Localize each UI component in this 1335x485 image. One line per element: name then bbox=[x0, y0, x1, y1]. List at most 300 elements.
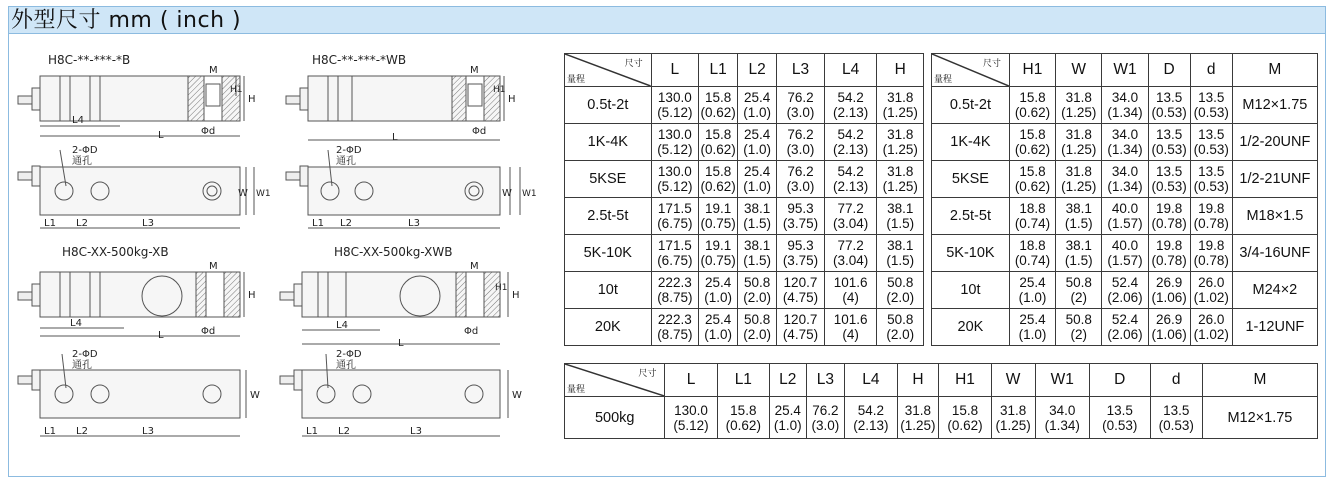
value-mm: 38.1 bbox=[887, 238, 914, 253]
value-mm: 25.4 bbox=[1019, 275, 1046, 290]
value-mm: 34.0 bbox=[1111, 90, 1139, 105]
value-cell bbox=[1056, 198, 1102, 235]
value-cell bbox=[1102, 198, 1148, 235]
dim-label-h-b: H bbox=[508, 94, 516, 105]
value-inch: (6.75) bbox=[657, 253, 693, 268]
value-mm: 101.6 bbox=[833, 275, 868, 290]
value-mm: 54.2 bbox=[857, 402, 885, 418]
value-cell bbox=[1150, 397, 1202, 439]
value-inch: (0.78) bbox=[1193, 253, 1229, 268]
table2-header-3: D bbox=[1148, 54, 1190, 87]
table2-header-2: W1 bbox=[1102, 54, 1148, 87]
value-cell bbox=[1190, 235, 1232, 272]
value-mm: 25.4 bbox=[774, 402, 801, 418]
dim-label-d-d: Φd bbox=[464, 326, 479, 337]
table-row bbox=[932, 161, 1318, 198]
value-mm: 31.8 bbox=[887, 127, 914, 142]
value-inch: (1.0) bbox=[1018, 327, 1047, 342]
value-cell bbox=[1089, 397, 1150, 439]
value-cell bbox=[1056, 272, 1102, 309]
value-mm: 26.9 bbox=[1156, 312, 1183, 327]
value-mm: 15.8 bbox=[730, 402, 757, 418]
table3-corner-bottom: 量程 bbox=[567, 384, 586, 394]
table1-corner-top: 尺寸 bbox=[624, 58, 643, 68]
value-mm: 130.0 bbox=[657, 127, 692, 142]
value-mm: 50.8 bbox=[744, 275, 771, 290]
value-cell bbox=[1102, 309, 1148, 346]
value-cell bbox=[1009, 309, 1055, 346]
value-cell bbox=[824, 309, 877, 346]
value-cell bbox=[1009, 235, 1055, 272]
value-mm: 15.8 bbox=[704, 164, 732, 179]
dim-label-l3: L3 bbox=[142, 218, 154, 229]
value-cell bbox=[824, 272, 877, 309]
value-cell bbox=[777, 87, 825, 124]
value-inch: (5.12) bbox=[657, 142, 693, 157]
value-inch: (1.25) bbox=[995, 417, 1031, 433]
value-mm: 13.5 bbox=[1198, 90, 1225, 105]
value-cell bbox=[1232, 235, 1317, 272]
table1-header-0: L bbox=[651, 54, 699, 87]
section-title: 外型尺寸 mm ( inch ) bbox=[11, 8, 242, 33]
table2-header-0: H1 bbox=[1009, 54, 1055, 87]
value-inch: (5.12) bbox=[673, 417, 709, 433]
value-inch: (1.5) bbox=[886, 253, 915, 268]
range-cell: 10t bbox=[932, 272, 1010, 309]
table1-header-3: L3 bbox=[777, 54, 825, 87]
value-mm: 25.4 bbox=[704, 275, 732, 290]
value-cell bbox=[738, 87, 777, 124]
value-inch: (1.34) bbox=[1107, 179, 1143, 194]
table3-header-7: W bbox=[991, 364, 1035, 397]
table2-corner-bottom: 量程 bbox=[934, 74, 953, 84]
value-inch: (1.5) bbox=[886, 216, 915, 231]
value-inch: (0.74) bbox=[1014, 253, 1051, 268]
dim-label-w1: W1 bbox=[256, 189, 271, 199]
value-cell bbox=[777, 198, 825, 235]
value-inch: (0.53) bbox=[1151, 142, 1187, 157]
table-row bbox=[565, 161, 924, 198]
dim-label-l: L bbox=[158, 130, 164, 141]
value-mm: 50.8 bbox=[744, 312, 771, 327]
value-cell bbox=[1102, 124, 1148, 161]
dim-label-l4-c: L4 bbox=[70, 318, 82, 329]
table3-header-1: L1 bbox=[717, 364, 769, 397]
value-inch: (0.62) bbox=[1014, 179, 1051, 194]
value-mm: 13.5 bbox=[1163, 402, 1190, 418]
value-inch: (2.06) bbox=[1107, 290, 1143, 305]
dim-label-l1-b: L1 bbox=[312, 218, 324, 229]
value-cell bbox=[1190, 161, 1232, 198]
value-inch: (1.5) bbox=[1064, 216, 1093, 231]
value-mm: 222.3 bbox=[657, 275, 692, 290]
value-mm: 15.8 bbox=[951, 402, 979, 418]
value-mm: 26.9 bbox=[1156, 275, 1183, 290]
table-row bbox=[565, 272, 924, 309]
range-cell: 5KSE bbox=[932, 161, 1010, 198]
range-cell: 500kg bbox=[565, 397, 665, 439]
table2-header-1: W bbox=[1056, 54, 1102, 87]
value-cell bbox=[651, 309, 699, 346]
dim-label-l4: L4 bbox=[72, 115, 84, 126]
drawing-label-xwb: H8C-XX-500kg-XWB bbox=[334, 245, 453, 259]
dim-label-h1-b: H1 bbox=[493, 85, 506, 95]
dim-label-l3-c: L3 bbox=[142, 426, 154, 437]
value-inch: (3.04) bbox=[832, 253, 869, 268]
value-cell bbox=[699, 235, 738, 272]
value-mm: 130.0 bbox=[674, 402, 708, 418]
value-inch: (3.75) bbox=[782, 253, 819, 268]
value-inch: (2) bbox=[1070, 290, 1087, 305]
value-cell bbox=[1035, 397, 1089, 439]
range-cell: 20K bbox=[565, 309, 652, 346]
table3-header-6: H1 bbox=[939, 364, 991, 397]
value-mm: 76.2 bbox=[787, 127, 814, 142]
value-mm: 77.2 bbox=[837, 201, 864, 216]
drawing-label-b: H8C-**-***-*B bbox=[48, 53, 131, 67]
value-mm: 38.1 bbox=[887, 201, 914, 216]
dim-label-l-d: L bbox=[398, 338, 404, 349]
dim-label-l2-c: L2 bbox=[76, 426, 88, 437]
drawing-plan-view-b bbox=[18, 150, 254, 228]
value-mm: M24×2 bbox=[1252, 282, 1298, 298]
value-cell bbox=[897, 397, 939, 439]
value-inch: (2.0) bbox=[743, 327, 772, 342]
table3-header-0: L bbox=[665, 364, 717, 397]
value-mm: 130.0 bbox=[657, 90, 692, 105]
range-cell: 10t bbox=[565, 272, 652, 309]
value-cell bbox=[699, 124, 738, 161]
dim-label-w-d: W bbox=[512, 390, 522, 401]
hole-note-4: 2-ΦD bbox=[336, 349, 362, 360]
value-cell bbox=[824, 198, 877, 235]
drawing-plan-view-xb bbox=[18, 354, 246, 436]
dim-label-h1-d: H1 bbox=[495, 283, 508, 293]
dim-label-d-c: Φd bbox=[201, 326, 216, 337]
value-cell bbox=[877, 235, 924, 272]
value-inch: (1.57) bbox=[1107, 216, 1143, 231]
value-inch: (5.12) bbox=[657, 105, 693, 120]
value-cell bbox=[738, 198, 777, 235]
dim-label-d: Φd bbox=[201, 126, 216, 137]
value-inch: (1.02) bbox=[1193, 290, 1229, 305]
value-inch: (3.75) bbox=[782, 216, 819, 231]
value-cell bbox=[1190, 198, 1232, 235]
value-cell bbox=[1056, 87, 1102, 124]
table3-header-3: L3 bbox=[806, 364, 845, 397]
value-mm: 130.0 bbox=[657, 164, 692, 179]
hole-note-1b: 通孔 bbox=[72, 156, 92, 167]
value-mm: 19.8 bbox=[1156, 238, 1183, 253]
value-inch: (0.62) bbox=[1014, 142, 1051, 157]
value-cell bbox=[1056, 235, 1102, 272]
value-inch: (1.5) bbox=[743, 216, 772, 231]
value-mm: 15.8 bbox=[1019, 90, 1046, 105]
table-row bbox=[565, 87, 924, 124]
value-cell bbox=[824, 235, 877, 272]
value-mm: 1-12UNF bbox=[1245, 319, 1305, 335]
table3-header-11: M bbox=[1202, 364, 1317, 397]
value-mm: 38.1 bbox=[1065, 238, 1092, 253]
value-cell bbox=[651, 272, 699, 309]
value-inch: (1.06) bbox=[1151, 290, 1187, 305]
value-inch: (8.75) bbox=[657, 290, 693, 305]
value-inch: (1.25) bbox=[882, 105, 918, 120]
value-inch: (1.0) bbox=[1018, 290, 1047, 305]
value-inch: (0.53) bbox=[1151, 179, 1187, 194]
value-mm: 19.8 bbox=[1156, 201, 1183, 216]
table-row bbox=[932, 198, 1318, 235]
value-mm: 38.1 bbox=[744, 201, 771, 216]
dim-label-l-b: L bbox=[392, 132, 398, 143]
hole-note-3b: 通孔 bbox=[72, 360, 92, 371]
value-cell bbox=[806, 397, 845, 439]
value-cell bbox=[699, 272, 738, 309]
value-inch: (3.0) bbox=[811, 417, 840, 433]
value-inch: (1.25) bbox=[1061, 179, 1097, 194]
value-inch: (1.25) bbox=[900, 417, 936, 433]
value-mm: 54.2 bbox=[837, 90, 864, 105]
dim-label-l1-d: L1 bbox=[306, 426, 318, 437]
hole-note-2: 2-ΦD bbox=[336, 145, 362, 156]
table3-header-2: L2 bbox=[769, 364, 806, 397]
dim-label-l2-d: L2 bbox=[338, 426, 350, 437]
value-inch: (0.75) bbox=[700, 253, 736, 268]
drawing-plan-view-xwb bbox=[280, 354, 508, 436]
value-cell bbox=[1148, 124, 1190, 161]
value-mm: 222.3 bbox=[657, 312, 692, 327]
value-inch: (2.0) bbox=[886, 290, 915, 305]
value-mm: M12×1.75 bbox=[1242, 97, 1308, 113]
value-cell bbox=[738, 272, 777, 309]
value-mm: 15.8 bbox=[1019, 127, 1046, 142]
value-mm: 34.0 bbox=[1049, 402, 1076, 418]
table-row bbox=[565, 309, 924, 346]
value-inch: (2) bbox=[1070, 327, 1087, 342]
table2-header-4: d bbox=[1190, 54, 1232, 87]
value-inch: (1.25) bbox=[1061, 142, 1097, 157]
spec-table-1 bbox=[564, 53, 924, 346]
value-mm: 13.5 bbox=[1156, 90, 1183, 105]
value-inch: (0.53) bbox=[1151, 105, 1187, 120]
value-inch: (3.0) bbox=[786, 105, 815, 120]
table2-corner-header bbox=[932, 54, 1010, 87]
value-mm: 15.8 bbox=[1019, 164, 1046, 179]
value-cell bbox=[1190, 272, 1232, 309]
table3-header-5: H bbox=[897, 364, 939, 397]
value-cell bbox=[1190, 309, 1232, 346]
value-inch: (0.78) bbox=[1151, 253, 1187, 268]
value-cell bbox=[738, 235, 777, 272]
value-mm: 31.8 bbox=[999, 402, 1027, 418]
value-inch: (1.0) bbox=[743, 179, 772, 194]
value-mm: 76.2 bbox=[812, 402, 839, 418]
table1-header-4: L4 bbox=[824, 54, 877, 87]
table-row bbox=[932, 309, 1318, 346]
value-mm: 54.2 bbox=[837, 127, 864, 142]
value-cell bbox=[738, 124, 777, 161]
value-inch: (1.0) bbox=[773, 417, 802, 433]
value-inch: (0.62) bbox=[725, 417, 761, 433]
value-inch: (4) bbox=[842, 327, 859, 342]
value-cell bbox=[738, 309, 777, 346]
value-inch: (3.0) bbox=[786, 142, 815, 157]
hole-note-2b: 通孔 bbox=[336, 156, 356, 167]
value-cell bbox=[1102, 87, 1148, 124]
range-cell: 0.5t-2t bbox=[565, 87, 652, 124]
drawing-label-wb: H8C-**-***-*WB bbox=[312, 53, 407, 67]
value-mm: 25.4 bbox=[744, 127, 771, 142]
range-cell: 1K-4K bbox=[565, 124, 652, 161]
value-cell bbox=[1232, 161, 1317, 198]
value-mm: 25.4 bbox=[1019, 312, 1046, 327]
value-cell bbox=[1232, 198, 1317, 235]
value-cell bbox=[1009, 272, 1055, 309]
value-mm: 13.5 bbox=[1198, 164, 1225, 179]
value-cell bbox=[777, 124, 825, 161]
spec-table-2 bbox=[931, 53, 1318, 346]
value-cell bbox=[877, 124, 924, 161]
value-cell bbox=[1056, 161, 1102, 198]
range-cell: 5K-10K bbox=[565, 235, 652, 272]
value-mm: 95.3 bbox=[787, 201, 814, 216]
value-inch: (0.75) bbox=[700, 216, 736, 231]
value-inch: (8.75) bbox=[657, 327, 693, 342]
table1-corner-bottom: 量程 bbox=[567, 74, 586, 84]
value-cell bbox=[1190, 87, 1232, 124]
table3-corner-header bbox=[565, 364, 665, 397]
dim-label-l1-c: L1 bbox=[44, 426, 56, 437]
dim-label-l3-d: L3 bbox=[410, 426, 422, 437]
dim-label-l2-b: L2 bbox=[340, 218, 352, 229]
table1-header-2: L2 bbox=[738, 54, 777, 87]
value-mm: 120.7 bbox=[783, 275, 818, 290]
value-inch: (0.62) bbox=[947, 417, 983, 433]
value-inch: (0.53) bbox=[1193, 142, 1229, 157]
value-inch: (1.34) bbox=[1107, 142, 1143, 157]
value-inch: (1.0) bbox=[743, 105, 772, 120]
value-cell bbox=[699, 198, 738, 235]
value-inch: (2.13) bbox=[832, 105, 869, 120]
value-mm: 31.8 bbox=[1065, 164, 1092, 179]
value-mm: 19.8 bbox=[1198, 238, 1225, 253]
value-cell bbox=[877, 272, 924, 309]
range-cell: 2.5t-5t bbox=[565, 198, 652, 235]
value-inch: (3.04) bbox=[832, 216, 869, 231]
value-inch: (0.62) bbox=[700, 105, 736, 120]
value-mm: 50.8 bbox=[887, 312, 914, 327]
value-inch: (0.53) bbox=[1193, 105, 1229, 120]
value-inch: (2.13) bbox=[853, 417, 889, 433]
range-cell: 0.5t-2t bbox=[932, 87, 1010, 124]
value-mm: 25.4 bbox=[704, 312, 732, 327]
dim-label-l1: L1 bbox=[44, 218, 56, 229]
dim-label-w-c: W bbox=[250, 390, 260, 401]
value-inch: (0.53) bbox=[1193, 179, 1229, 194]
value-inch: (1.0) bbox=[704, 290, 732, 305]
value-inch: (0.78) bbox=[1151, 216, 1187, 231]
value-cell bbox=[777, 272, 825, 309]
table2-corner-top: 尺寸 bbox=[982, 58, 1001, 68]
table-row bbox=[932, 235, 1318, 272]
value-inch: (0.78) bbox=[1193, 216, 1229, 231]
value-mm: 18.8 bbox=[1019, 238, 1046, 253]
value-mm: 13.5 bbox=[1156, 164, 1183, 179]
value-inch: (0.62) bbox=[700, 179, 736, 194]
value-cell bbox=[1056, 124, 1102, 161]
value-inch: (2.0) bbox=[886, 327, 915, 342]
value-inch: (0.74) bbox=[1014, 216, 1051, 231]
dim-label-l4-d: L4 bbox=[336, 320, 348, 331]
value-inch: (4.75) bbox=[782, 290, 819, 305]
value-mm: 13.5 bbox=[1106, 402, 1133, 418]
range-cell: 5KSE bbox=[565, 161, 652, 198]
dimension-drawings bbox=[0, 0, 560, 485]
value-cell bbox=[1148, 235, 1190, 272]
value-inch: (1.02) bbox=[1193, 327, 1229, 342]
value-mm: 13.5 bbox=[1156, 127, 1183, 142]
dim-label-m-d: M bbox=[470, 261, 479, 272]
value-cell bbox=[824, 161, 877, 198]
value-inch: (0.62) bbox=[1014, 105, 1051, 120]
value-inch: (1.25) bbox=[1061, 105, 1097, 120]
table1-header-5: H bbox=[877, 54, 924, 87]
value-inch: (5.12) bbox=[657, 179, 693, 194]
value-inch: (2.13) bbox=[832, 179, 869, 194]
value-cell bbox=[939, 397, 991, 439]
dim-label-w-b: W bbox=[502, 188, 512, 199]
value-cell bbox=[1102, 235, 1148, 272]
dim-label-l2: L2 bbox=[76, 218, 88, 229]
value-mm: 19.1 bbox=[704, 238, 732, 253]
value-mm: 1/2-21UNF bbox=[1239, 171, 1311, 187]
value-cell bbox=[738, 161, 777, 198]
value-inch: (1.5) bbox=[1064, 253, 1093, 268]
hole-note-1: 2-ΦD bbox=[72, 145, 98, 156]
value-inch: (4) bbox=[842, 290, 859, 305]
spec-table-3 bbox=[564, 363, 1318, 439]
value-inch: (0.53) bbox=[1102, 417, 1138, 433]
value-inch: (1.0) bbox=[743, 142, 772, 157]
value-cell bbox=[1202, 397, 1317, 439]
table1-header-1: L1 bbox=[699, 54, 738, 87]
table3-header-10: d bbox=[1150, 364, 1202, 397]
dim-label-h: H bbox=[248, 94, 256, 105]
value-mm: 25.4 bbox=[744, 164, 771, 179]
value-cell bbox=[651, 198, 699, 235]
value-cell bbox=[877, 87, 924, 124]
value-mm: 31.8 bbox=[887, 164, 914, 179]
value-inch: (1.34) bbox=[1107, 105, 1143, 120]
value-mm: 95.3 bbox=[787, 238, 814, 253]
value-inch: (6.75) bbox=[657, 216, 693, 231]
value-mm: 171.5 bbox=[657, 201, 692, 216]
dim-label-l-c: L bbox=[158, 330, 164, 341]
value-mm: 15.8 bbox=[704, 127, 732, 142]
value-cell bbox=[1102, 272, 1148, 309]
value-mm: 31.8 bbox=[887, 90, 914, 105]
value-cell bbox=[1148, 309, 1190, 346]
value-inch: (1.5) bbox=[743, 253, 772, 268]
value-cell bbox=[651, 87, 699, 124]
value-cell bbox=[1009, 87, 1055, 124]
value-cell bbox=[845, 397, 897, 439]
value-cell bbox=[1232, 309, 1317, 346]
value-mm: 31.8 bbox=[904, 402, 932, 418]
value-cell bbox=[991, 397, 1035, 439]
value-cell bbox=[777, 309, 825, 346]
value-cell bbox=[1009, 198, 1055, 235]
